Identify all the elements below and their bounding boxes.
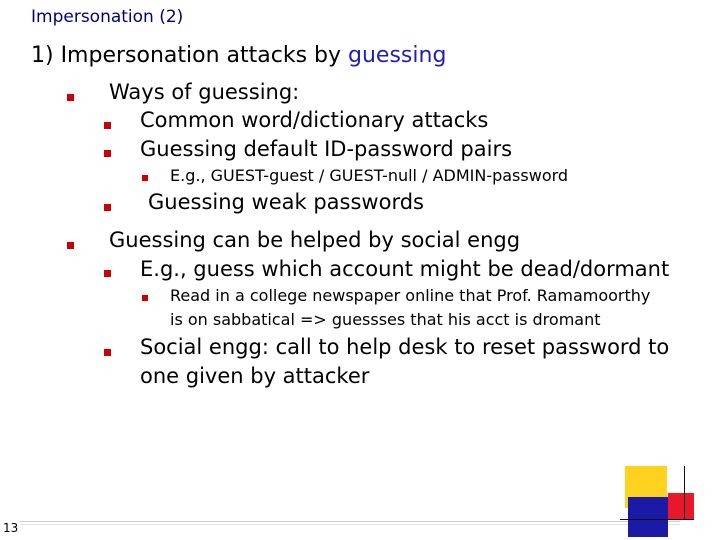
bullet-marker <box>104 349 111 356</box>
bullet-marker <box>67 94 74 101</box>
heading-highlight: guessing <box>348 43 447 68</box>
deco-horizontal-line <box>620 519 694 520</box>
deco-blue-square <box>628 497 668 537</box>
slide-heading <box>31 43 446 68</box>
bullet-item-weak-passwords: Guessing weak passwords <box>148 190 424 214</box>
bullet-marker <box>67 242 74 249</box>
bullet-marker <box>142 175 148 181</box>
footer-divider <box>20 524 680 525</box>
bullet-item-dictionary-attacks: Common word/dictionary attacks <box>140 108 489 132</box>
bullet-item-newspaper-line1: Read in a college newspaper online that Prof. Ramamoorthy <box>170 286 651 305</box>
bullet-marker <box>104 270 111 277</box>
bullet-item-newspaper-line2: is on sabbatical => guessses that his acct is dromant <box>170 310 601 329</box>
bullet-marker <box>104 122 111 129</box>
bullet-item-help-desk-line1: Social engg: call to help desk to reset password to <box>140 335 670 359</box>
bullet-marker <box>104 150 111 157</box>
bullet-item-example-pairs: E.g., GUEST-guest / GUEST-null / ADMIN-password <box>170 166 569 185</box>
deco-red-square <box>668 493 694 519</box>
bullet-marker <box>104 204 111 211</box>
footer-divider <box>20 521 680 522</box>
bullet-item-ways-of-guessing: Ways of guessing: <box>109 80 300 104</box>
bullet-marker <box>142 295 148 301</box>
slide-title: Impersonation (2) <box>31 7 184 27</box>
bullet-item-social-engg: Guessing can be helped by social engg <box>109 228 521 252</box>
bullet-item-help-desk-line2: one given by attacker <box>140 364 370 388</box>
heading-prefix: 1) Impersonation attacks by <box>31 43 349 68</box>
bullet-item-dead-dormant: E.g., guess which account might be dead/dormant <box>140 257 670 281</box>
deco-vertical-line <box>684 466 685 520</box>
slide-number: 13 <box>3 521 19 535</box>
bullet-item-default-id-password: Guessing default ID-password pairs <box>140 137 513 161</box>
